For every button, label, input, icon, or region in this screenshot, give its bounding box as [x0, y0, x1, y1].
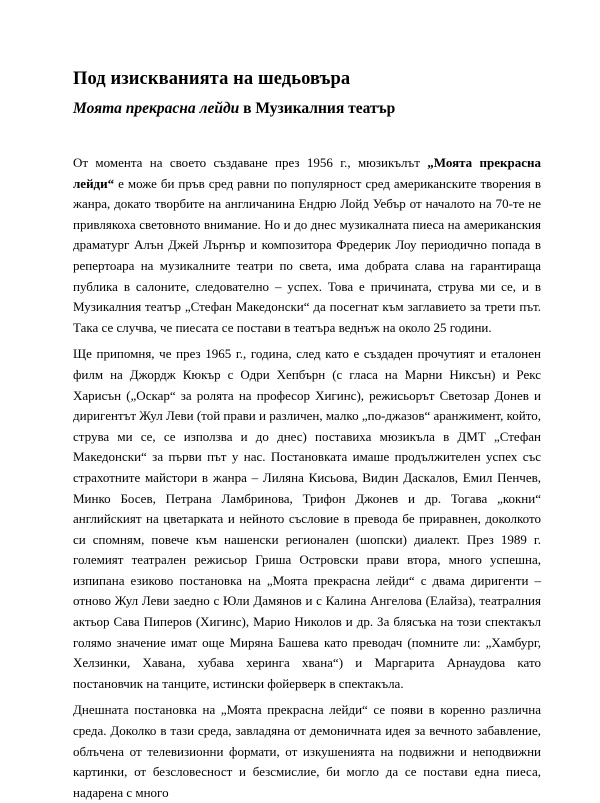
- paragraph-1: [73, 153, 541, 338]
- paragraph-1-lead: От момента на своето създаване през 1956 г., мюзикълът: [73, 155, 428, 170]
- subtitle-italic-title: Моята прекрасна лейди: [73, 100, 240, 117]
- article-body: [73, 153, 541, 803]
- subtitle-rest: в Музикалния театър: [239, 100, 396, 117]
- article-title: Под изискванията на шедьовъра: [73, 69, 351, 89]
- paragraph-1-rest: е може би пръв сред равни по популярност сред американските творения в жанра, докато творбите на англичанина Ендрю Лойд Уебър от началото на 70-те не привлякоха световното внимание. Но и до днес музикалната пиеса на американския драматург Алън Джей Лърнър и композитора Фредерик Лоу периодично попада в репертоара на музикалните театри по света, има добрата слава на гарантираща публика в салоните, следователно – успех. Това е причината, струва ми се, и в Музикалния театър „Стефан Македонски“ да посегнат към заглавието за трети път. Така се случва, че пиесата се постави в театъра веднъж на около 25 години.: [73, 175, 541, 335]
- article-subtitle: [73, 99, 395, 118]
- paragraph-1-bold-title: „Моята прекрасна лейди“: [73, 155, 541, 191]
- paragraph-3: Днешната постановка на „Моята прекрасна лейди“ се появи в коренно различна среда. Доколко в тази среда, завладяна от демоничната идея за вечното забавление, облъчена от телевизионни формати, от изкушенията на подвижни и неподвижни картинки, от безсловесност и безсмислие, би могло да се постави една пиеса, надарена с много: [73, 702, 541, 800]
- paragraph-2: Ще припомня, че през 1965 г., година, след като е създаден прочутият и еталонен филм на Джордж Кюкър с Одри Хепбърн (с гласа на Марни Никсън) и Рекс Харисън („Оскар“ за ролята на професор Хигинс), режисьорът Светозар Донев и диригентът Жул Леви (той прави и различен, малко „по-джазов“ аранжимент, който, струва ми се, се използва и до днес) поставиха мюзикъла в ДМТ „Стефан Македонски“ за първи път у нас. Постановката имаше продължителен успех със страхотните майстори в жанра – Лиляна Кисьова, Видин Даскалов, Емил Пенчев, Минко Босев, Петрана Ламбринова, Трифон Джонев и др. Тогава „кокни“ английският на цветарката и нейното съсловие в превода бе приравнен, доколкото си спомням, повече към нашенски регионален (шопски) диалект. През 1989 г. големият театрален режисьор Гриша Островски прави втора, много успешна, изпипана езиково постановка на „Моята прекрасна лейди“ с двама диригенти – отново Жул Леви заедно с Юли Дамянов и с Калина Ангелова (Елайза), театралния актьор Сава Пиперов (Хигинс), Марио Николов и др. За блясъка на този спектакъл голямо значение имат още Миряна Башева като преводач (помните ли: „Хамбург, Хелзинки, Хавана, хубава херинга хвана“) и Маргарита Арнаудова като постановчик на танците, истински фойерверк в спектакъла.: [73, 346, 541, 691]
